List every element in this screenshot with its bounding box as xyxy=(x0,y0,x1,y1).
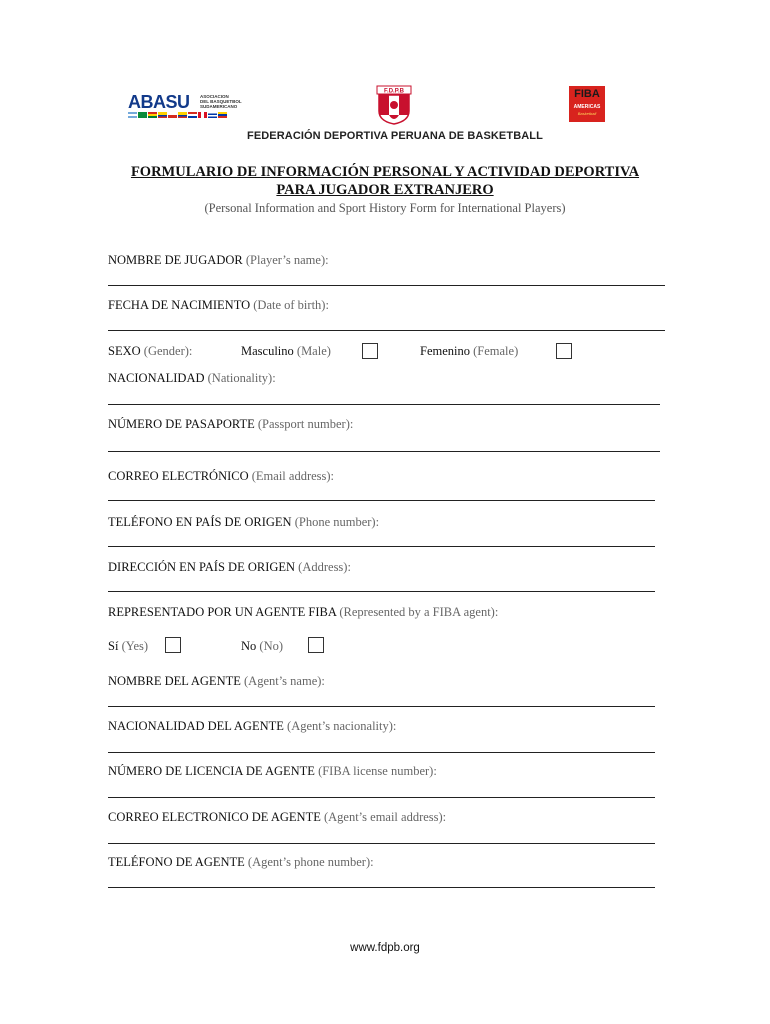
label-en: (Gender): xyxy=(143,344,193,358)
fdpb-shield-icon xyxy=(376,85,412,125)
label-es: NÚMERO DE PASAPORTE xyxy=(108,417,255,431)
fiba-logo-text: FIBA xyxy=(574,88,600,100)
label-en: (Female) xyxy=(473,344,519,358)
label-es: NOMBRE DE JUGADOR xyxy=(108,253,243,267)
flag-icon xyxy=(148,112,157,118)
label-es: DIRECCIÓN EN PAÍS DE ORIGEN xyxy=(108,560,296,574)
flag-icon xyxy=(128,112,137,118)
flag-icon xyxy=(168,112,177,118)
agent-nationality-label xyxy=(108,719,396,734)
label-es: REPRESENTADO POR UN AGENTE FIBA xyxy=(108,605,337,619)
label-en: (Date of birth): xyxy=(253,298,329,312)
gender-label xyxy=(108,344,192,359)
fdpb-logo-text: F.D.P.B xyxy=(384,88,404,95)
gender-male-label xyxy=(241,344,331,359)
agent-email-label xyxy=(108,810,446,825)
flag-icon xyxy=(178,112,187,118)
agent-phone-field[interactable] xyxy=(108,887,655,888)
agent-no-label xyxy=(241,639,283,654)
fiba-agent-label xyxy=(108,605,498,620)
birth-date-field[interactable] xyxy=(108,330,665,331)
nationality-label xyxy=(108,371,276,386)
agent-license-label xyxy=(108,764,437,779)
agent-no-checkbox[interactable] xyxy=(308,637,324,653)
label-es: NOMBRE DEL AGENTE xyxy=(108,674,241,688)
flags-strip xyxy=(128,112,227,118)
form-title-line2: PARA JUGADOR EXTRANJERO xyxy=(276,182,494,198)
label-es: Masculino xyxy=(241,344,294,358)
fiba-logo-sub2: Basketball xyxy=(577,111,597,116)
label-es: NÚMERO DE LICENCIA DE AGENTE xyxy=(108,764,315,778)
agent-nationality-field[interactable] xyxy=(108,752,655,753)
label-es: NACIONALIDAD DEL AGENTE xyxy=(108,719,284,733)
agent-name-field[interactable] xyxy=(108,706,655,707)
label-es: FECHA DE NACIMIENTO xyxy=(108,298,251,312)
label-en: (Email address): xyxy=(251,469,335,483)
player-name-label xyxy=(108,253,329,268)
nationality-field[interactable] xyxy=(108,404,660,405)
fiba-logo-sub: AMERICAS xyxy=(573,104,601,110)
label-en: (Yes) xyxy=(121,639,149,653)
label-en: (Address): xyxy=(298,560,351,574)
flag-icon xyxy=(198,112,207,118)
agent-yes-checkbox[interactable] xyxy=(165,637,181,653)
label-en: (Passport number): xyxy=(257,417,354,431)
label-es: CORREO ELECTRONICO DE AGENTE xyxy=(108,810,321,824)
label-es: Sí xyxy=(108,639,119,653)
fiba-americas-logo xyxy=(569,86,605,122)
label-en: (Agent’s nacionality): xyxy=(287,719,397,733)
label-es: TELÉFONO EN PAÍS DE ORIGEN xyxy=(108,515,292,529)
label-en: (Agent’s email address): xyxy=(323,810,447,824)
agent-email-field[interactable] xyxy=(108,843,655,844)
form-subtitle: (Personal Information and Sport History Form for International Players) xyxy=(204,201,566,215)
address-label xyxy=(108,560,351,575)
label-es: No xyxy=(241,639,257,653)
flag-icon xyxy=(218,112,227,118)
abasu-logo-text: ABASU xyxy=(128,92,190,112)
phone-field[interactable] xyxy=(108,546,655,547)
label-es: SEXO xyxy=(108,344,141,358)
email-label xyxy=(108,469,334,484)
flag-icon xyxy=(158,112,167,118)
label-es: TELÉFONO DE AGENTE xyxy=(108,855,245,869)
label-en: (Agent’s name): xyxy=(244,674,325,688)
agent-phone-label xyxy=(108,855,374,870)
form-title-line1: FORMULARIO DE INFORMACIÓN PERSONAL Y ACTIVIDAD DEPORTIVA xyxy=(130,164,640,180)
federation-name: FEDERACIÓN DEPORTIVA PERUANA DE BASKETBALL xyxy=(247,130,543,142)
label-es: CORREO ELECTRÓNICO xyxy=(108,469,249,483)
label-en: (FIBA license number): xyxy=(318,764,437,778)
label-en: (No) xyxy=(259,639,284,653)
flag-icon xyxy=(208,112,217,118)
player-name-field[interactable] xyxy=(108,285,665,286)
label-en: (Phone number): xyxy=(294,515,380,529)
flag-icon xyxy=(188,112,197,118)
address-field[interactable] xyxy=(108,591,655,592)
abasu-logo-subtext: ASOCIACION DEL BASQUETBOL SUDAMERICANO xyxy=(200,94,242,109)
gender-female-checkbox[interactable] xyxy=(556,343,572,359)
footer-website[interactable]: www.fdpb.org xyxy=(350,942,420,954)
fdpb-logo xyxy=(376,85,412,125)
passport-label xyxy=(108,417,353,432)
birth-date-label xyxy=(108,298,329,313)
label-en: (Player’s name): xyxy=(245,253,329,267)
label-es: Femenino xyxy=(420,344,470,358)
agent-license-field[interactable] xyxy=(108,797,655,798)
agent-name-label xyxy=(108,674,325,689)
label-en: (Represented by a FIBA agent): xyxy=(339,605,499,619)
phone-label xyxy=(108,515,379,530)
email-field[interactable] xyxy=(108,500,655,501)
label-en: (Agent’s phone number): xyxy=(247,855,374,869)
label-es: NACIONALIDAD xyxy=(108,371,205,385)
gender-female-label xyxy=(420,344,518,359)
label-en: (Nationality): xyxy=(207,371,276,385)
abasu-logo xyxy=(128,90,246,124)
label-en: (Male) xyxy=(296,344,331,358)
flag-icon xyxy=(138,112,147,118)
gender-male-checkbox[interactable] xyxy=(362,343,378,359)
passport-field[interactable] xyxy=(108,451,660,452)
agent-yes-label xyxy=(108,639,148,654)
